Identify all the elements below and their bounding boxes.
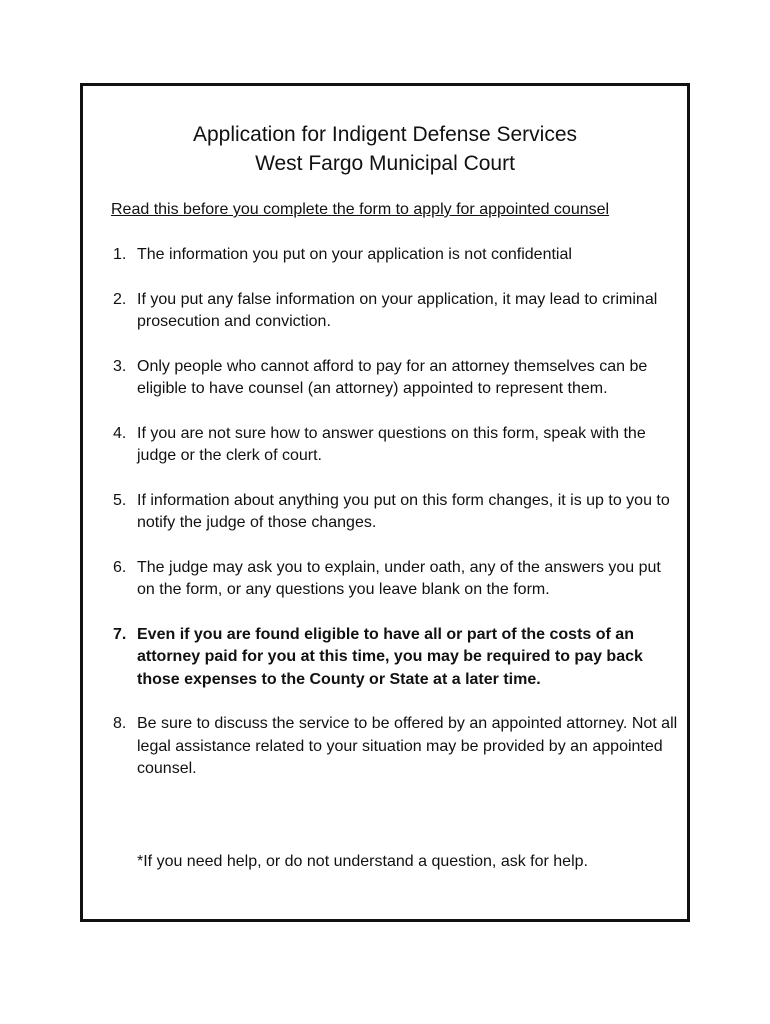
notice-item	[113, 490, 679, 535]
notice-text: Even if you are found eligible to have all or part of the costs of an attorney paid for you at this time, you may be required to pay back those expenses to the County or State at a later time.	[137, 625, 643, 688]
notice-text: Be sure to discuss the service to be offered by an appointed attorney. Not all legal assistance related to your situation may be provided by an appointed counsel.	[137, 715, 678, 777]
notice-number: 7.	[113, 625, 127, 643]
notice-number: 1.	[113, 246, 127, 263]
notice-text: Only people who cannot afford to pay for an attorney themselves can be eligible to have counsel (an attorney) appointed to represent them.	[137, 357, 648, 397]
notice-number: 4.	[113, 424, 127, 442]
help-note: *If you need help, or do not understand a question, ask for help.	[137, 853, 588, 870]
notice-list	[113, 244, 679, 803]
page-title	[83, 120, 687, 178]
notice-text: If you put any false information on your application, it may lead to criminal prosecution and conviction.	[137, 290, 658, 330]
notice-number: 3.	[113, 357, 127, 375]
notice-item	[113, 356, 679, 401]
notice-number: 2.	[113, 290, 127, 308]
notice-text: If you are not sure how to answer questions on this form, speak with the judge or the clerk of court.	[137, 424, 646, 464]
notice-text: If information about anything you put on this form changes, it is up to you to notify the judge of those changes.	[137, 491, 670, 531]
notice-number: 5.	[113, 491, 127, 509]
notice-number: 6.	[113, 558, 127, 576]
title-line-2: West Fargo Municipal Court	[255, 152, 515, 175]
notice-item	[113, 713, 679, 781]
form-page	[80, 83, 690, 922]
notice-text: The judge may ask you to explain, under oath, any of the answers you put on the form, or any questions you leave blank on the form.	[137, 558, 661, 598]
instructions-heading: Read this before you complete the form to apply for appointed counsel	[111, 201, 610, 218]
notice-item	[113, 423, 679, 468]
notice-item	[113, 244, 679, 267]
notice-item	[113, 289, 679, 334]
title-line-1: Application for Indigent Defense Services	[192, 123, 578, 146]
notice-number: 8.	[113, 715, 127, 732]
notice-text: The information you put on your application is not confidential	[137, 246, 572, 263]
notice-item	[113, 557, 679, 602]
notice-item-emphasized	[113, 624, 679, 692]
